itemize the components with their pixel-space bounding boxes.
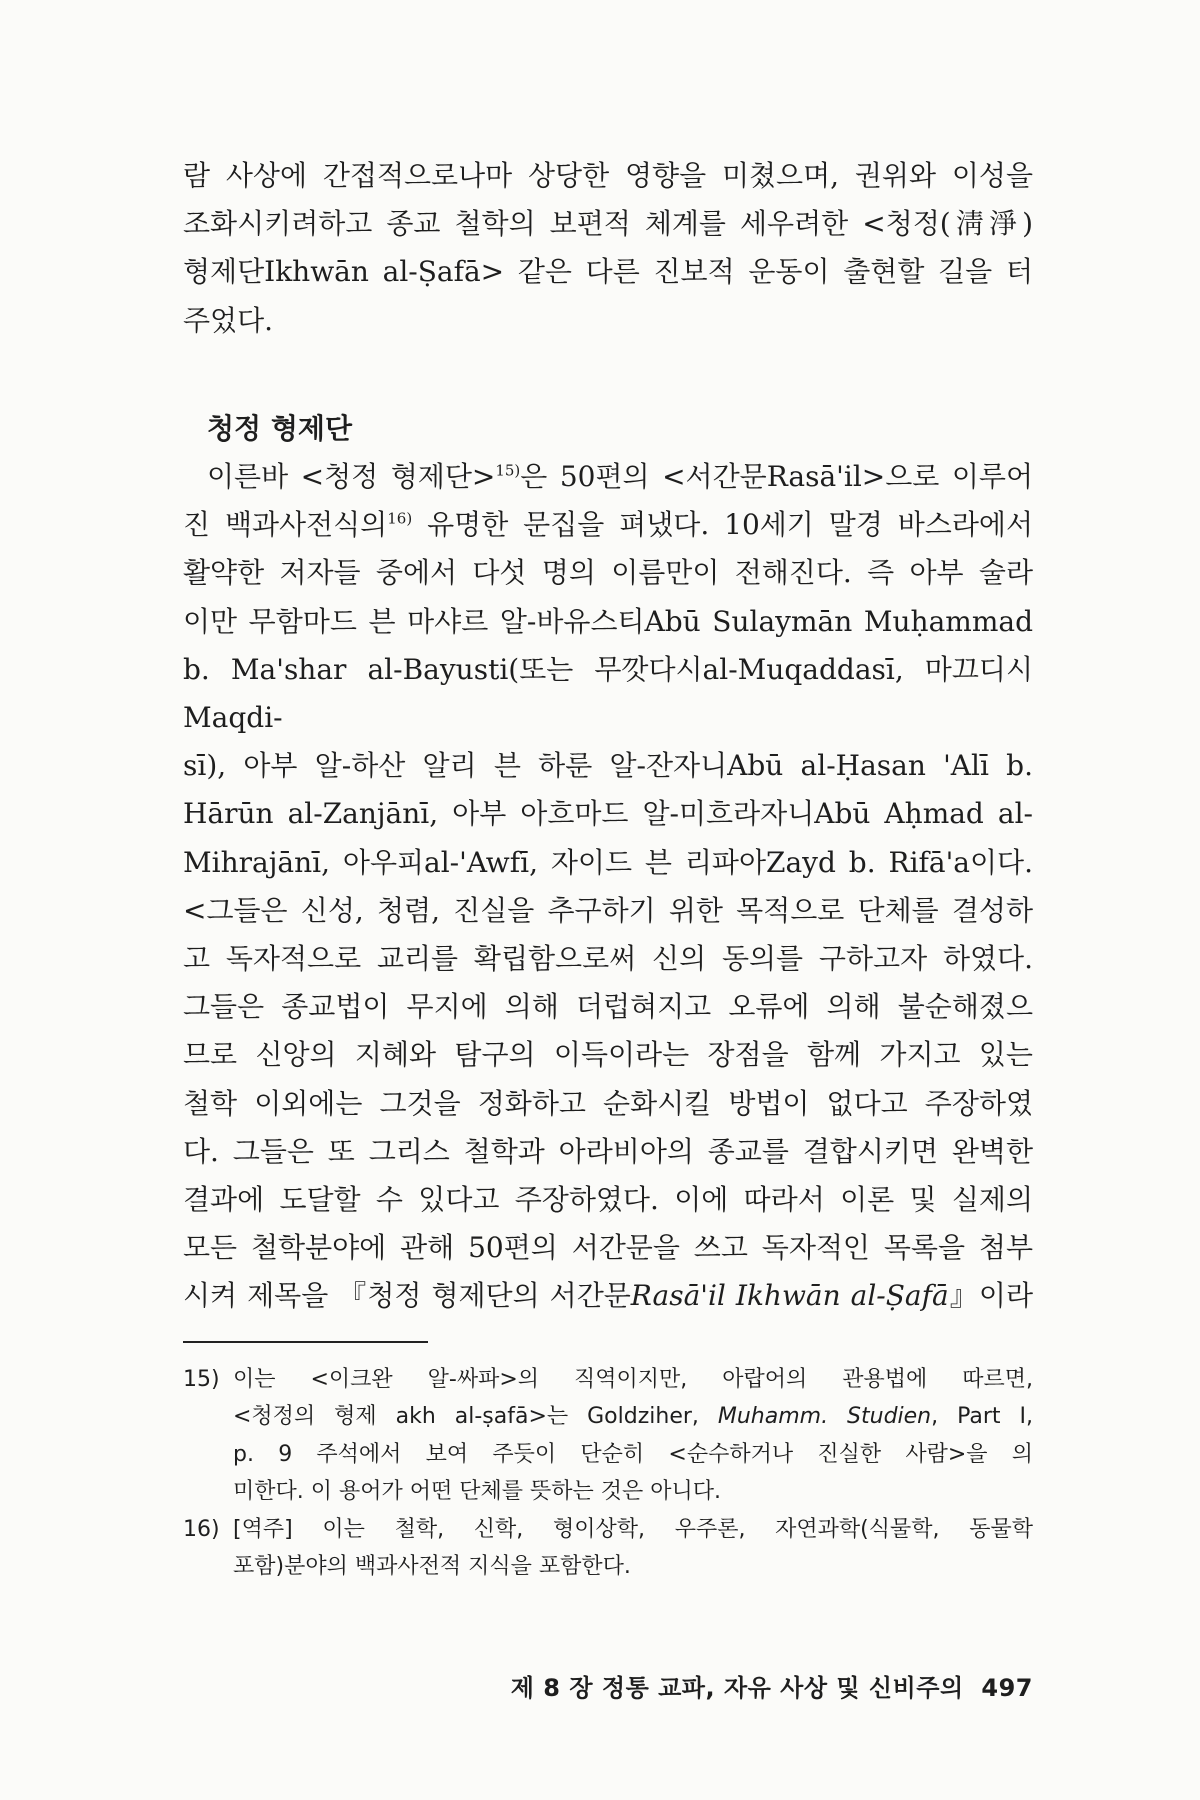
footnote-line: 포함)분야의 백과사전적 지식을 포함한다.: [233, 1554, 631, 1580]
footnote-line: <청정의 형제 akh al-ṣafā>는 Goldziher, Muhamm. Studien, Part I,: [233, 1404, 1033, 1430]
footnote-line: 미한다. 이 용어가 어떤 단체를 뜻하는 것은 아니다.: [233, 1479, 721, 1505]
body-line: 결과에 도달할 수 있다고 주장하였다. 이에 따라서 이론 및 실제의: [183, 1183, 1033, 1217]
body-line: b. Ma'shar al-Bayusti(또는 무깟다시al-Muqaddasī, 마끄디시Maqdi-: [183, 652, 1033, 735]
body-line: 므로 신앙의 지혜와 탐구의 이득이라는 장점을 함께 가지고 있는: [183, 1038, 1033, 1072]
chapter-title: 제 8 장 정통 교파, 자유 사상 및 신비주의: [510, 1674, 964, 1702]
body-line: 진 백과사전식의$^{16)}$ 유명한 문집을 펴냈다. 10세기 말경 바스라에서: [183, 508, 1033, 542]
footnote-15: [183, 1361, 1033, 1511]
footnote-line: p. 9 주석에서 보여 주듯이 단순히 <순수하거나 진실한 사람>을 의: [233, 1441, 1033, 1467]
footnote-divider: [183, 1341, 428, 1343]
body-line: Hārūn al-Zanjānī, 아부 아흐마드 알-미흐라자니Abū Aḥmad al-: [183, 797, 1033, 831]
intro-line: 람 사상에 간접적으로나마 상당한 영향을 미쳤으며, 권위와 이성을: [183, 159, 1033, 192]
body-text: [183, 152, 1033, 1321]
body-line: 고 독자적으로 교리를 확립함으로써 신의 동의를 구하고자 하였다.: [183, 942, 1033, 976]
page-content: [183, 152, 1033, 1586]
footnote-ref-15[interactable]: 15): [495, 461, 521, 480]
italic-title: Rasā'il Ikhwān al-Ṣafā: [630, 1279, 949, 1313]
body-line: <그들은 신성, 청렴, 진실을 추구하기 위한 목적으로 단체를 결성하: [183, 893, 1033, 927]
footnotes: [183, 1361, 1033, 1586]
body-line: 그들은 종교법이 무지에 의해 더럽혀지고 오류에 의해 불순해졌으: [183, 990, 1033, 1024]
intro-line: 주었다.: [183, 303, 274, 337]
footnote-number: 16): [183, 1516, 220, 1542]
footnote-ref-16[interactable]: 16): [387, 509, 413, 528]
footnote-16: [183, 1511, 1033, 1586]
body-line: 다. 그들은 또 그리스 철학과 아라비아의 종교를 결합시키면 완벽한: [183, 1134, 1033, 1168]
section-heading: 청정 형제단: [207, 411, 352, 445]
footnote-line: [역주] 이는 철학, 신학, 형이상학, 우주론, 자연과학(식물학, 동물학: [233, 1516, 1033, 1542]
footnote-line: 이는 <이크완 알-싸파>의 직역이지만, 아랍어의 관용법에 따르면,: [233, 1366, 1033, 1392]
body-line: 이른바 <청정 형제단>$^{15)}$은 50편의 <서간문Rasā'il>으로 이루어: [207, 460, 1034, 494]
intro-line: 조화시키려하고 종교 철학의 보편적 체계를 세우려한 <청정(淸淨): [183, 207, 1033, 241]
body-line: 시켜 제목을 『청정 형제단의 서간문Rasā'il Ikhwān al-Ṣafā』이라: [183, 1279, 1033, 1313]
footnote-number: 15): [183, 1366, 220, 1392]
page-number: 497: [981, 1674, 1033, 1702]
body-line: 철학 이외에는 그것을 정화하고 순화시킬 방법이 없다고 주장하였: [183, 1086, 1033, 1120]
body-line: 모든 철학분야에 관해 50편의 서간문을 쓰고 독자적인 목록을 첨부: [183, 1231, 1033, 1265]
running-footer: [511, 1668, 1033, 1703]
body-line: Mihrajānī, 아우피al-'Awfī, 자이드 븐 리파아Zayd b. Rifā'a이다.: [183, 845, 1033, 879]
body-line: sī), 아부 알-하산 알리 븐 하룬 알-잔자니Abū al-Ḥasan 'Alī b.: [183, 749, 1033, 783]
footnote-italic-ref: Muhamm. Studien: [717, 1404, 932, 1430]
intro-line: 형제단Ikhwān al-Ṣafā> 같은 다른 진보적 운동이 출현할 길을 터: [183, 255, 1033, 289]
body-line: 활약한 저자들 중에서 다섯 명의 이름만이 전해진다. 즉 아부 술라: [183, 556, 1033, 590]
body-line: 이만 무함마드 븐 마샤르 알-바유스티Abū Sulaymān Muḥammad: [183, 604, 1033, 638]
